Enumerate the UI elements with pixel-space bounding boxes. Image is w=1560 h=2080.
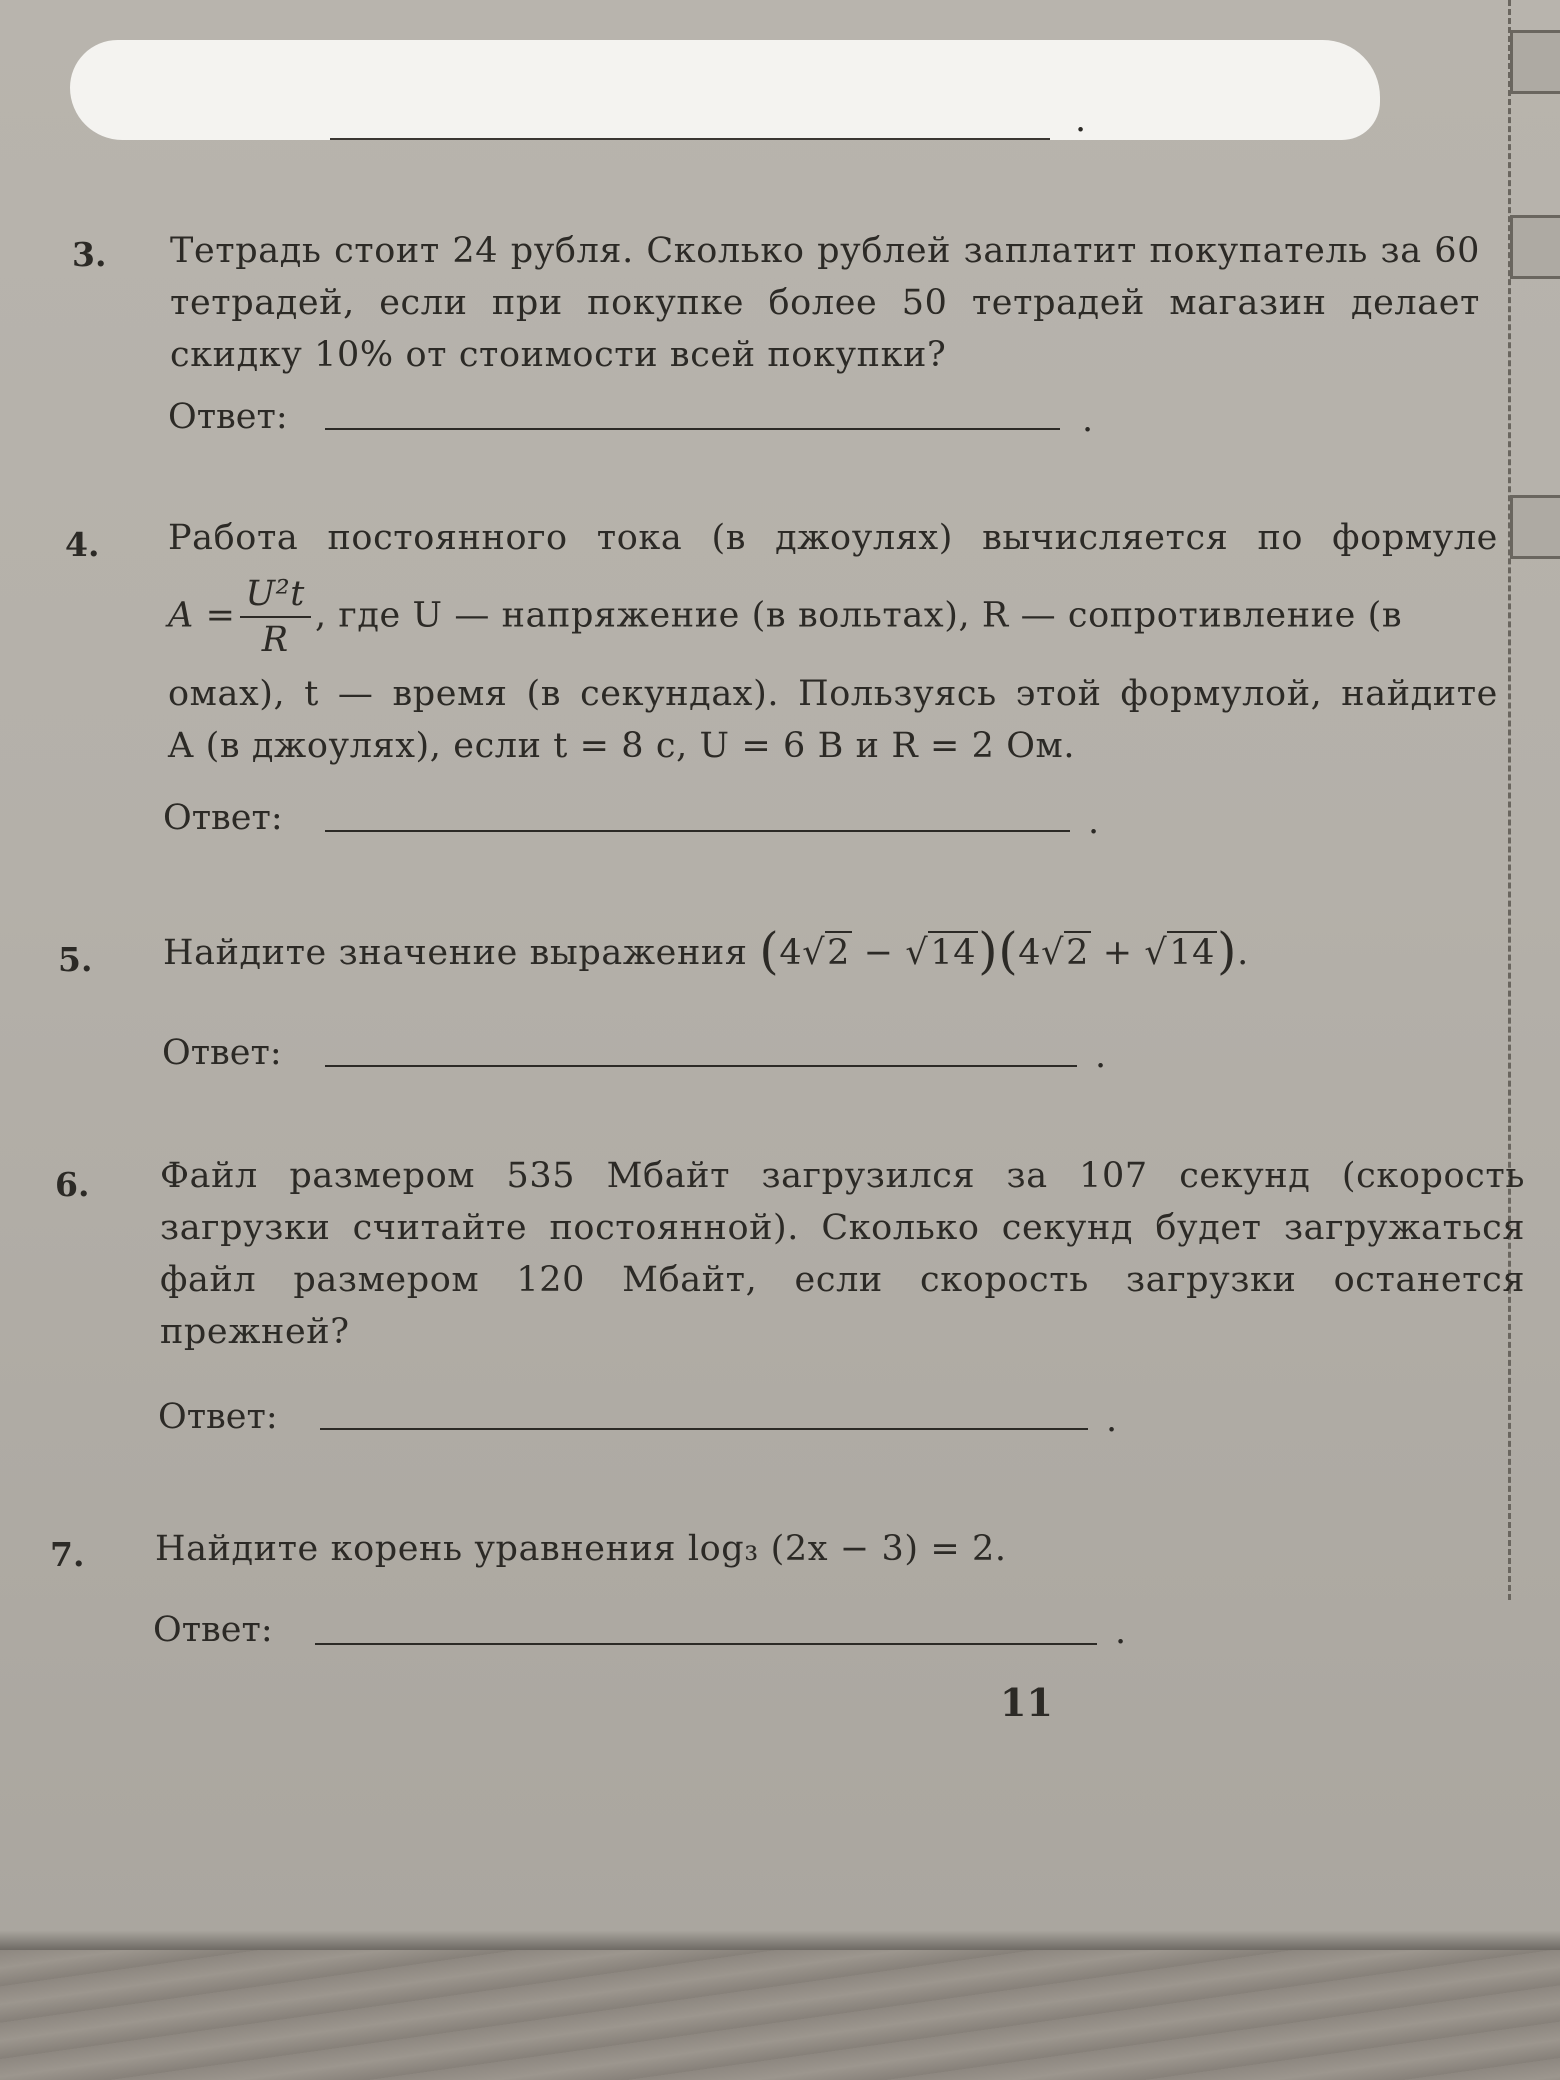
answer-dot: . [1088, 802, 1100, 842]
answer-dot: . [1115, 1612, 1127, 1652]
task-4-line2-rest: , где U — напряжение (в вольтах), R — сопротивление (в [314, 595, 1403, 636]
sqrt-2: √2 [1041, 933, 1089, 973]
redacted-area [70, 40, 1380, 140]
answer-box [1510, 215, 1560, 279]
task-4-line2 [168, 572, 1498, 662]
answer-line[interactable] [325, 428, 1060, 430]
answer-line[interactable] [320, 1428, 1088, 1430]
task-5-text: Найдите значение выражения (4√2 − √14)(4√2 + √14). [163, 922, 1249, 980]
answer-label: Ответ: [168, 397, 288, 437]
answer-line[interactable] [325, 830, 1070, 832]
answer-line[interactable] [325, 1065, 1077, 1067]
answer-dot: . [1082, 400, 1094, 440]
task-number: 7. [50, 1535, 85, 1574]
task-4-line1: Работа постоянного тока (в джоулях) вычисляется по формуле [168, 518, 1498, 558]
sqrt-14: √14 [1144, 933, 1216, 973]
formula-denominator: R [261, 620, 289, 660]
task-number: 5. [58, 940, 93, 979]
task-6-text: Файл размером 535 Мбайт загрузился за 107 секунд (скорость загрузки считайте постоянной). Сколько секунд будет загружаться файл размером 120 Мбайт, если скорость загрузки останется прежней? [160, 1156, 1525, 1352]
sqrt-2: √2 [802, 933, 851, 973]
expr-end: . [1237, 933, 1249, 973]
page-number: 11 [1000, 1680, 1053, 1725]
answer-label: Ответ: [153, 1610, 273, 1650]
expr-coef: 4 [1018, 933, 1042, 973]
task-4-line4: A (в джоулях), если t = 8 с, U = 6 В и R = 2 Ом. [168, 726, 1076, 766]
answer-dot: . [1106, 1400, 1118, 1440]
answer-line[interactable] [315, 1643, 1097, 1645]
formula-numerator: U²t [240, 572, 311, 618]
task-5-prompt: Найдите значение выражения [163, 933, 748, 973]
task-number: 6. [55, 1165, 90, 1204]
task-4-line3: омах), t — время (в секундах). Пользуясь этой формулой, найдите [168, 674, 1498, 714]
desk-surface [0, 1950, 1560, 2080]
answer-label: Ответ: [163, 798, 283, 838]
formula-lhs: A = [168, 595, 236, 636]
answer-label: Ответ: [158, 1397, 278, 1437]
task-4-text [168, 512, 1498, 772]
expr-plus: + [1102, 933, 1133, 973]
answer-box [1510, 495, 1560, 559]
answer-label: Ответ: [162, 1033, 282, 1073]
expr-minus: − [863, 933, 894, 973]
task-number: 3. [72, 235, 107, 274]
sqrt-14: √14 [905, 933, 977, 973]
task-number: 4. [65, 525, 100, 564]
task-3-text: Тетрадь стоит 24 рубля. Сколько рублей заплатит покупатель за 60 тетрадей, если при покупке более 50 тетрадей магазин делает скидку 10% от стоимости всей покупки? [170, 231, 1480, 375]
expr-coef: 4 [779, 933, 803, 973]
answer-box [1510, 30, 1560, 94]
answer-line-redacted [330, 138, 1050, 140]
task-7-text: Найдите корень уравнения log₃ (2x − 3) = 2. [155, 1529, 1007, 1569]
answer-dot: . [1095, 1036, 1107, 1076]
formula-fraction [240, 572, 311, 662]
answer-dot: . [1075, 100, 1087, 140]
